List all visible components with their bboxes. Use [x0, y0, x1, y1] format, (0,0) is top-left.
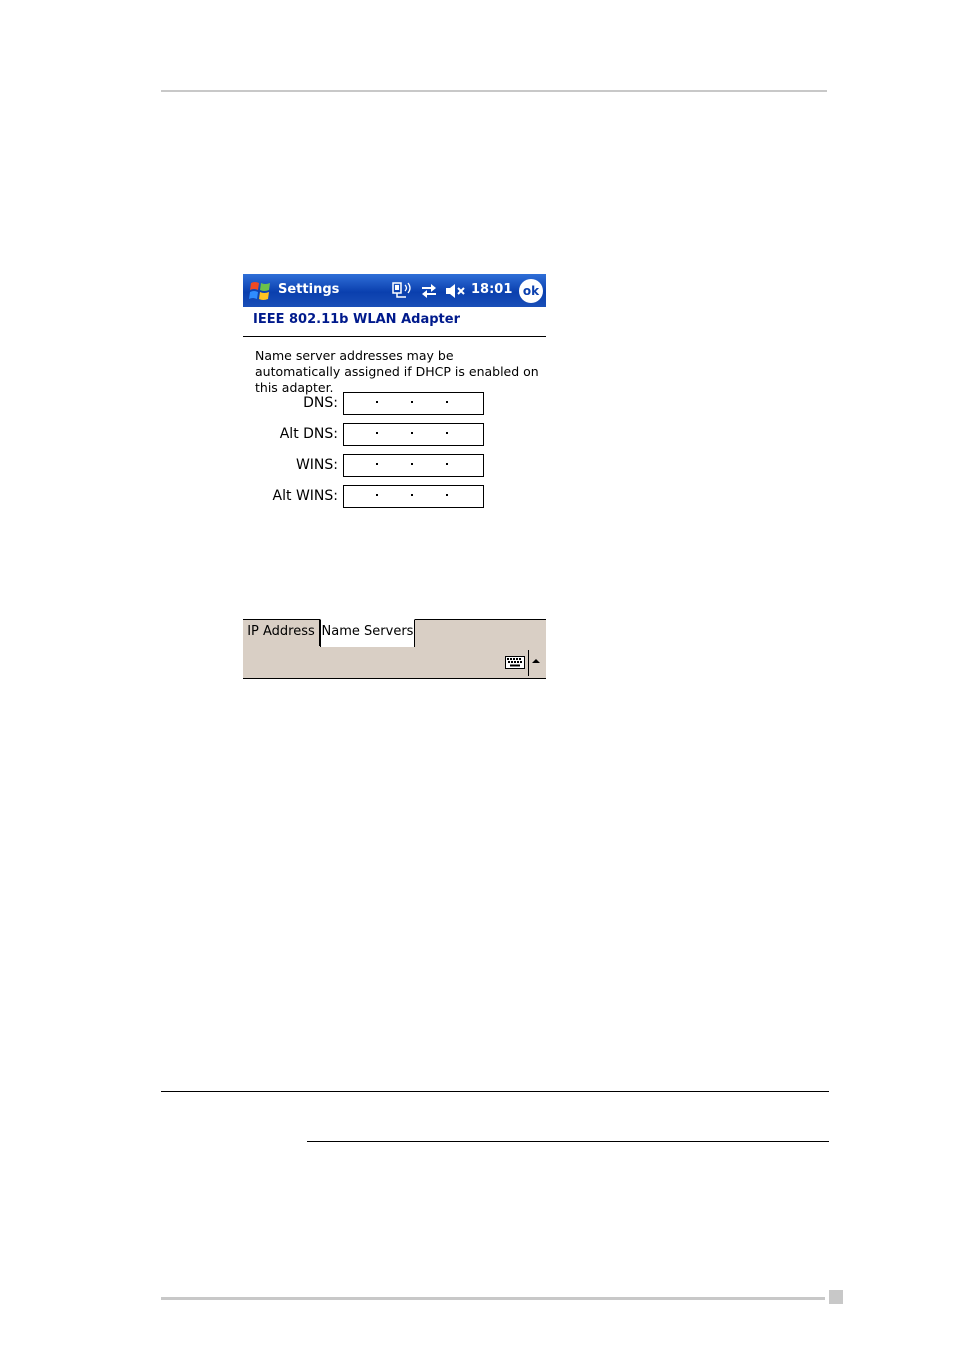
menu-bar: [243, 647, 546, 679]
page-top-rule: [161, 90, 827, 92]
tab-name-servers[interactable]: Name Servers: [320, 619, 415, 647]
tab-strip: [243, 619, 546, 647]
ip-separator: [446, 432, 448, 434]
window-title: Settings: [278, 282, 340, 297]
adapter-title: IEEE 802.11b WLAN Adapter: [253, 312, 460, 327]
title-bar: [243, 274, 546, 307]
section-rule: [161, 1091, 829, 1092]
page-bottom-rule: [161, 1297, 825, 1300]
network-icon[interactable]: [392, 281, 414, 301]
section-rule-indented: [307, 1141, 829, 1142]
page-corner-marker: [829, 1290, 843, 1304]
ip-separator: [446, 463, 448, 465]
ip-separator: [446, 401, 448, 403]
ok-button[interactable]: ok: [519, 279, 543, 303]
clock[interactable]: 18:01: [471, 282, 513, 297]
sync-arrows-icon[interactable]: [419, 282, 439, 300]
header-divider: [243, 336, 546, 337]
alt-dns-input[interactable]: [343, 423, 484, 446]
ip-separator: [446, 494, 448, 496]
alt-wins-input[interactable]: [343, 485, 484, 508]
tab-ip-address[interactable]: IP Address: [243, 620, 320, 646]
dns-input[interactable]: [343, 392, 484, 415]
keyboard-icon[interactable]: [505, 656, 525, 669]
alt-dns-label: Alt DNS:: [279, 426, 338, 442]
sip-divider: [528, 650, 529, 676]
wins-input[interactable]: [343, 454, 484, 477]
ip-separator: [411, 463, 413, 465]
ip-separator: [411, 494, 413, 496]
ip-separator: [411, 401, 413, 403]
volume-muted-icon[interactable]: [444, 282, 466, 300]
dhcp-description: Name server addresses may be automatically assigned if DHCP is enabled on this adapter.: [255, 348, 539, 395]
windows-start-icon[interactable]: [246, 277, 274, 305]
pocketpc-screen: [243, 274, 546, 679]
ip-separator: [376, 463, 378, 465]
dns-label: DNS:: [303, 395, 338, 411]
ip-separator: [411, 432, 413, 434]
ip-separator: [376, 432, 378, 434]
alt-wins-label: Alt WINS:: [272, 488, 338, 504]
wins-label: WINS:: [295, 457, 338, 473]
sip-up-arrow-icon[interactable]: [531, 657, 541, 665]
ip-separator: [376, 401, 378, 403]
ip-separator: [376, 494, 378, 496]
